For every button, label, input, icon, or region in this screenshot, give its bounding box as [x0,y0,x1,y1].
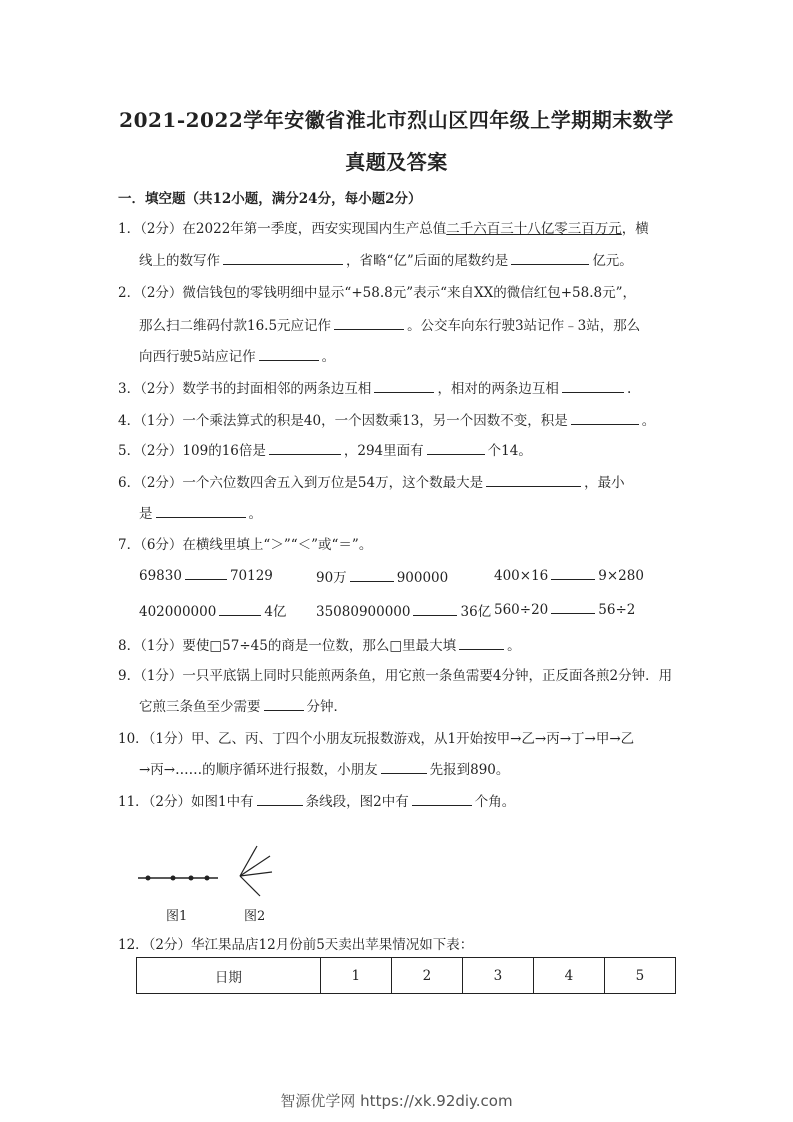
figure-1-label: 图1 [166,909,188,924]
answer-blank[interactable] [269,441,341,455]
answer-blank[interactable] [185,566,227,580]
table-cell: 1 [320,958,391,994]
compare-item [316,600,491,620]
answer-blank[interactable] [350,568,394,582]
q1-text-b: ，横 [621,221,649,237]
compare-left: 35080900000 [316,604,411,620]
q3-text-a: 3．（2分）数学书的封面相邻的两条边互相 [118,381,372,397]
q2-text-d: 向西行驶5站应记作 [139,349,256,365]
q4-text-a: 4．（1分）一个乘法算式的积是40，一个因数乘13，另一个因数不变，积是 [118,413,568,429]
q1-text-d: ，省略“亿”后面的尾数约是 [346,253,509,269]
q5-text-a: 5．（2分）109的16倍是 [118,443,266,459]
question-12: 12．（2分）华江果品店12月份前5天卖出苹果情况如下表： [118,937,474,953]
compare-right: 70129 [229,568,273,584]
q2-text-c: 。公交车向东行驶3站记作﹣3站，那么 [407,318,641,334]
answer-blank[interactable] [374,379,434,393]
answer-blank[interactable] [334,316,404,330]
question-3 [118,377,631,397]
compare-right: 9×280 [598,568,644,584]
compare-right: 900000 [396,570,449,586]
question-9-line1 [118,664,672,684]
answer-blank[interactable] [413,602,457,616]
apple-sales-table [136,957,676,994]
question-5 [118,439,532,459]
table-cell: 3 [462,958,533,994]
q10-text-a: 10．（1分）甲、乙、丙、丁四个小朋友玩报数游戏，从1开始按甲→乙→丙→丁→甲→乙 [118,731,635,747]
q6-text-a: 6．（2分）一个六位数四舍五入到万位是54万，这个数最大是 [118,475,484,491]
compare-right: 4亿 [264,604,287,620]
q8-text-b: 。 [507,638,521,654]
question-2-line2 [139,314,640,334]
q1-text-c: 线上的数写作 [139,253,220,269]
q11-figures [130,840,290,900]
q9-text-c: 分钟． [306,699,347,715]
answer-blank[interactable] [156,504,246,518]
q5-text-c: 个14。 [487,443,532,459]
compare-item [494,600,635,618]
q6-text-d: 。 [248,506,262,522]
question-2-line1 [118,281,636,301]
figure-1-line-segments [138,876,218,881]
q11-text-c: 个角。 [474,794,516,810]
question-7: 7．（6分）在横线里填上“＞”“＜”或“＝”。 [118,537,373,553]
q3-text-c: . [626,381,632,397]
compare-item [494,566,644,584]
answer-blank[interactable] [264,697,304,711]
q3-text-b: ，相对的两条边互相 [437,381,559,397]
compare-right: 36亿 [460,604,492,620]
q4-text-b: 。 [641,413,656,429]
answer-blank[interactable] [257,792,303,806]
q2-text-e: 。 [321,349,336,365]
compare-item [139,566,273,584]
question-1-line1 [118,217,649,237]
compare-right: 56÷2 [598,602,636,618]
compare-item [316,566,448,586]
answer-blank[interactable] [486,473,581,487]
question-10-line1 [118,727,634,747]
page-title-line2: 真题及答案 [345,150,448,174]
question-4 [118,409,655,429]
q11-text-a: 11．（2分）如图1中有 [118,794,254,810]
table-cell: 日期 [137,958,321,994]
table-row [137,958,676,994]
q6-text-b: ，最小 [584,475,625,491]
answer-blank[interactable] [427,441,485,455]
figure-2-angles [240,846,272,896]
q2-text-a: 2．（2分）微信钱包的零钱明细中显示“+58.8元”表示“来自XX的微信红包+58.8元”， [118,285,636,301]
answer-blank[interactable] [412,792,472,806]
answer-blank[interactable] [219,602,261,616]
q8-text-a: 8．（1分）要使□57÷45的商是一位数，那么□里最大填 [118,638,457,654]
answer-blank[interactable] [571,411,639,425]
answer-blank[interactable] [381,760,427,774]
table-cell: 4 [533,958,604,994]
q9-text-a: 9．（1分）一只平底锅上同时只能煎两条鱼，用它煎一条鱼需要4分钟，正反面各煎2分钟．用 [118,668,673,684]
page-title: 2021-2022学年安徽省淮北市烈山区四年级上学期期末数学 [119,108,674,132]
compare-left: 402000000 [139,604,217,620]
answer-blank[interactable] [511,251,589,265]
question-8 [118,634,521,654]
answer-blank[interactable] [459,636,504,650]
table-cell: 5 [604,958,675,994]
compare-left: 90万 [316,570,347,586]
answer-blank[interactable] [562,379,624,393]
question-1-line2 [139,249,633,269]
question-2-line3 [139,345,335,365]
q1-text-e: 亿元。 [592,253,633,269]
q10-text-b: →丙→……的顺序循环进行报数，小朋友 [139,762,378,778]
q6-text-c: 是 [139,506,153,522]
answer-blank[interactable] [259,347,319,361]
q5-text-b: ，294里面有 [343,443,424,459]
question-6-line2 [139,502,262,522]
question-6-line1 [118,471,625,491]
question-11 [118,790,515,810]
compare-left: 560÷20 [494,602,549,618]
section-heading: 一．填空题（共12小题，满分24分，每小题2分） [118,191,422,207]
q11-text-b: 条线段，图2中有 [305,794,409,810]
figure-2-label: 图2 [244,909,266,924]
q1-underlined-number: 二千六百三十八亿零三百万元 [446,221,622,237]
question-9-line2 [139,695,347,715]
q9-text-b: 它煎三条鱼至少需要 [139,699,261,715]
answer-blank[interactable] [551,566,595,580]
compare-item [139,600,286,620]
q10-text-c: 先报到890。 [429,762,510,778]
question-10-line2 [139,758,509,778]
compare-left: 69830 [139,568,182,584]
compare-left: 400×16 [494,568,549,584]
q2-text-b: 那么扫二维码付款16.5元应记作 [139,318,332,334]
q1-text-a: 1．（2分）在2022年第一季度，西安实现国内生产总值 [118,221,447,237]
table-cell: 2 [391,958,462,994]
answer-blank[interactable] [551,600,595,614]
footer-watermark[interactable]: 智源优学网 https://xk.92diy.com [280,1092,513,1110]
answer-blank[interactable] [223,251,343,265]
